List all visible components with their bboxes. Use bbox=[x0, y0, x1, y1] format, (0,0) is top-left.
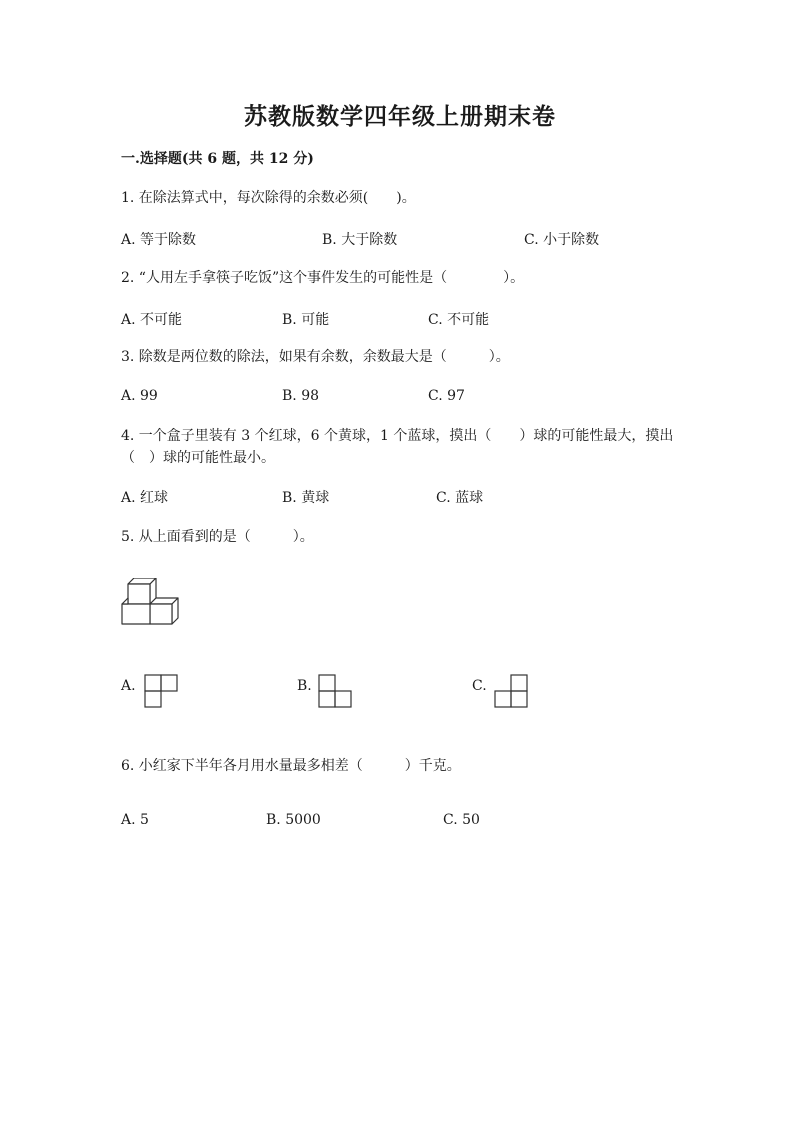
exam-title: 苏教版数学四年级上册期末卷 bbox=[244, 103, 556, 130]
q3-option-a: A. 99 bbox=[121, 388, 158, 404]
q1-option-b: B. 大于除数 bbox=[322, 232, 398, 248]
q1-option-a: A. 等于除数 bbox=[121, 232, 197, 248]
q6-option-b: B. 5000 bbox=[266, 812, 321, 828]
question-2: 2. “人用左手拿筷子吃饭”这个事件发生的可能性是（ ）。 bbox=[121, 270, 525, 286]
q4-option-a: A. 红球 bbox=[121, 490, 169, 506]
cubes-figure bbox=[120, 578, 182, 628]
question-5: 5. 从上面看到的是（ ）。 bbox=[121, 529, 314, 545]
q3-option-c: C. 97 bbox=[428, 388, 465, 404]
q4-option-b: B. 黄球 bbox=[282, 490, 330, 506]
q5-option-a: A. bbox=[121, 678, 136, 694]
q1-option-c: C. 小于除数 bbox=[524, 232, 600, 248]
q5-option-c: C. bbox=[472, 678, 487, 694]
question-1: 1. 在除法算式中，每次除得的余数必须( )。 bbox=[121, 190, 416, 206]
q2-option-b: B. 可能 bbox=[282, 312, 330, 328]
q5-option-a-figure bbox=[144, 674, 178, 708]
q6-option-a: A. 5 bbox=[121, 812, 149, 828]
q6-option-c: C. 50 bbox=[443, 812, 480, 828]
question-3: 3. 除数是两位数的除法，如果有余数，余数最大是（ ）。 bbox=[121, 349, 510, 365]
q5-option-c-figure bbox=[494, 674, 528, 708]
q3-option-b: B. 98 bbox=[282, 388, 320, 404]
q5-option-b-figure bbox=[318, 674, 352, 708]
section-heading: 一.选择题(共 6 题，共 12 分) bbox=[121, 151, 314, 167]
q4-option-c: C. 蓝球 bbox=[436, 490, 484, 506]
question-4: 4. 一个盒子里装有 3 个红球，6 个黄球，1 个蓝球，摸出（ ）球的可能性最大，摸出（ ）球的可能性最小。 bbox=[121, 428, 674, 466]
q5-option-b: B. bbox=[297, 678, 312, 694]
question-6: 6. 小红家下半年各月用水量最多相差（ ）千克。 bbox=[121, 758, 461, 774]
q2-option-a: A. 不可能 bbox=[121, 312, 183, 328]
q2-option-c: C. 不可能 bbox=[428, 312, 490, 328]
